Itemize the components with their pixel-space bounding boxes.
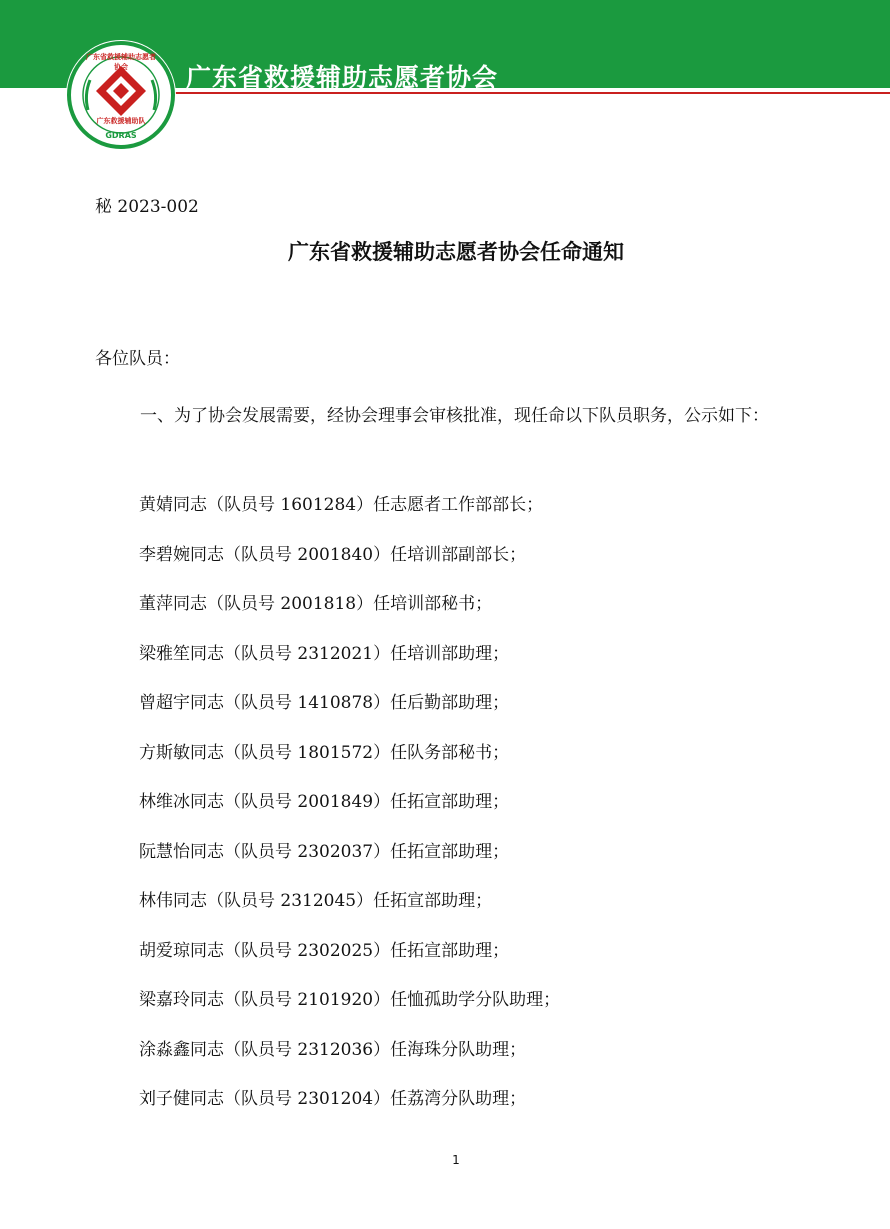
intro-paragraph: 一、为了协会发展需要，经协会理事会审核批准，现任命以下队员职务，公示如下： [140,406,769,426]
logo-ring-text: 广东省救援辅助志愿者协会 [86,53,156,71]
appointment-item: 林维冰同志（队员号 2001849）任拓宣部助理； [139,792,510,812]
appointment-list [139,490,560,1134]
appointment-item: 胡爱琼同志（队员号 2302025）任拓宣部助理； [139,940,510,961]
logo-inner-text: 广东救援辅助队 [96,117,146,125]
appointment-item: 梁嘉玲同志（队员号 2101920）任恤孤助学分队助理； [139,990,561,1010]
appointment-item: 阮慧怡同志（队员号 2302037）任拓宣部助理； [139,841,510,862]
appointment-item: 梁雅笙同志（队员号 2312021）任培训部助理； [139,643,510,664]
organization-title: 广东省救援辅助志愿者协会 [186,63,499,92]
page-number: 1 [452,1153,460,1167]
appointment-item: 李碧婉同志（队员号 2001840）任培训部副部长； [139,544,527,565]
appointment-item: 董萍同志（队员号 2001818）任培训部秘书； [139,594,493,614]
organization-logo [66,40,176,150]
appointment-item: 涂淼鑫同志（队员号 2312036）任海珠分队助理； [139,1039,527,1060]
appointment-item: 曾超宇同志（队员号 1410878）任后勤部助理； [139,693,510,713]
salutation: 各位队员： [95,349,180,369]
appointment-item: 黄婧同志（队员号 1601284）任志愿者工作部部长； [139,495,544,515]
appointment-item: 林伟同志（队员号 2312045）任拓宣部助理； [139,891,493,911]
logo-code: GDRAS [105,131,137,140]
document-number: 秘 2023-002 [95,197,199,217]
appointment-item: 方斯敏同志（队员号 1801572）任队务部秘书； [139,742,510,763]
document-title: 广东省救援辅助志愿者协会任命通知 [288,240,624,264]
appointment-item: 刘子健同志（队员号 2301204）任荔湾分队助理； [139,1089,527,1109]
